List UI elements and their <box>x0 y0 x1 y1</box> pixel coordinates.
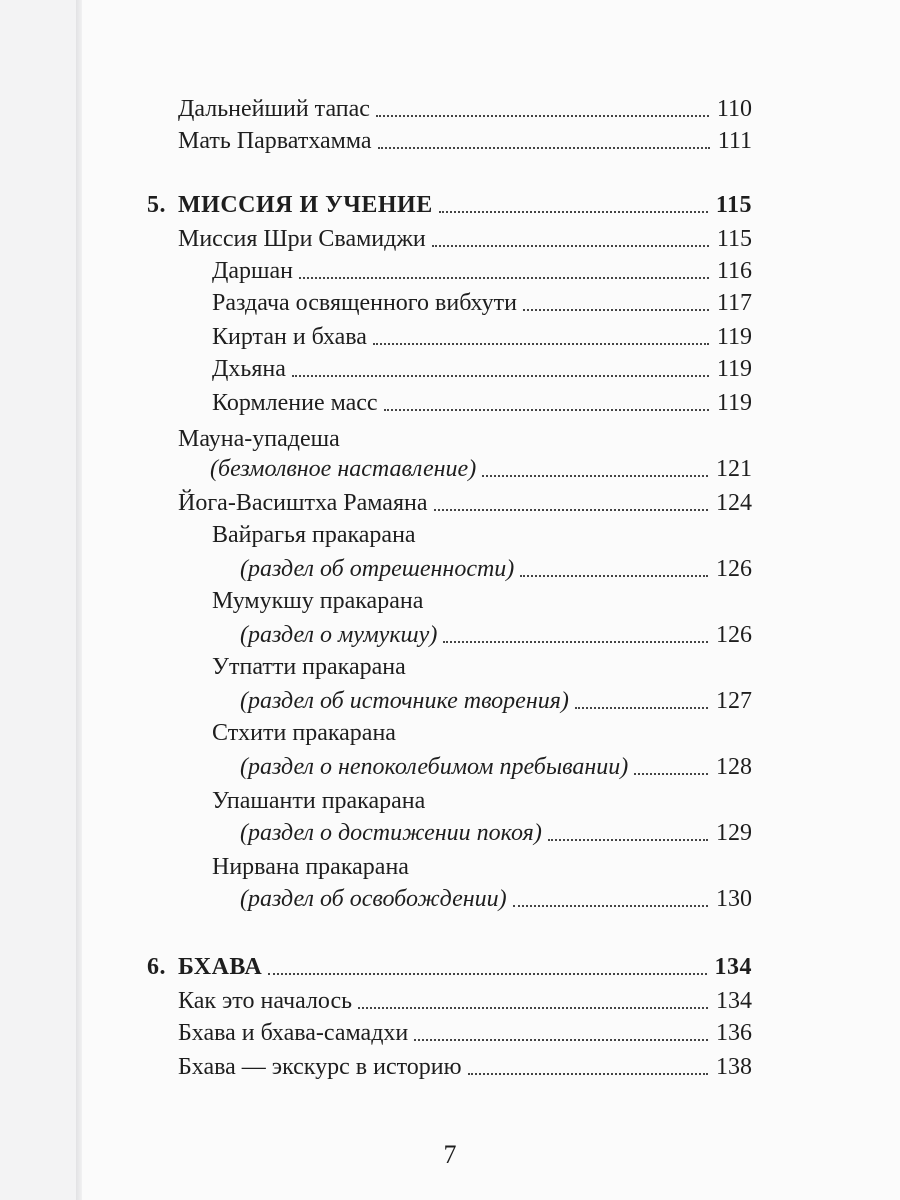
toc-entry-title: Упашанти пракарана <box>212 788 426 814</box>
toc-entry <box>178 120 752 156</box>
toc-entry <box>178 88 752 124</box>
toc-entry-page: 138 <box>716 1054 752 1080</box>
toc-entry-page: 119 <box>716 324 752 350</box>
dot-leader <box>439 210 708 213</box>
dot-leader <box>513 904 708 907</box>
toc-entry-page: 134 <box>714 954 752 980</box>
toc-entry-title: Бхава — экскурс в историю <box>178 1054 462 1080</box>
toc-entry <box>178 482 752 518</box>
page-number: 7 <box>443 1140 457 1169</box>
dot-leader <box>520 574 708 577</box>
toc-entry-page: 116 <box>716 258 752 284</box>
toc-entry-page: 128 <box>716 754 752 780</box>
toc-entry-subtitle <box>240 614 752 650</box>
dot-leader <box>482 474 708 477</box>
toc-entry-subtitle <box>240 680 752 716</box>
toc-entry-page: 115 <box>716 226 752 252</box>
toc-entry-title: Даршан <box>212 258 293 284</box>
dot-leader <box>376 114 709 117</box>
toc-entry <box>212 282 752 318</box>
toc-entry <box>212 250 752 286</box>
dot-leader <box>268 972 706 975</box>
toc-entry-title: Как это началось <box>178 988 353 1014</box>
toc-entry-page: 119 <box>716 390 752 416</box>
toc-entry-subtitle <box>240 812 752 848</box>
toc-entry-subtitle <box>240 548 752 584</box>
toc-entry-title: (безмолвное наставление) <box>210 456 477 482</box>
dot-leader <box>434 508 709 511</box>
toc-entry <box>178 1012 752 1048</box>
dot-leader <box>292 374 709 377</box>
toc-entry-title: Раздача освященного вибхути <box>212 290 517 316</box>
dot-leader <box>468 1072 708 1075</box>
chapter-title: МИССИЯ И УЧЕНИЕ <box>178 192 433 218</box>
toc-entry <box>178 980 752 1016</box>
dot-leader <box>358 1006 708 1009</box>
toc-chapter <box>147 184 752 220</box>
toc-entry-title: Йога-Васиштха Рамаяна <box>178 490 428 516</box>
dot-leader <box>443 640 708 643</box>
toc-entry <box>212 348 752 384</box>
toc-entry-title: Бхава и бхава-самадхи <box>178 1020 409 1046</box>
toc-entry-title: (раздел об отрешенности) <box>240 556 515 582</box>
toc-entry-heading <box>212 712 396 748</box>
dot-leader <box>373 342 709 345</box>
toc-entry-title: Миссия Шри Свамиджи <box>178 226 426 252</box>
toc-entry-page: 115 <box>715 192 752 218</box>
toc-entry-page: 126 <box>716 622 752 648</box>
toc-entry-page: 126 <box>716 556 752 582</box>
chapter-number: 5. <box>147 192 166 218</box>
dot-leader <box>414 1038 708 1041</box>
toc-entry-page: 110 <box>716 96 752 122</box>
toc-entry-page: 117 <box>716 290 752 316</box>
toc-entry-page: 111 <box>717 128 752 154</box>
toc-entry-page: 130 <box>716 886 752 912</box>
toc-entry-heading <box>212 580 423 616</box>
toc-entry-title: (раздел об источнике творения) <box>240 688 569 714</box>
toc-entry-page: 124 <box>716 490 752 516</box>
toc-chapter <box>147 946 752 982</box>
toc-entry-heading <box>212 646 406 682</box>
dot-leader <box>575 706 708 709</box>
dot-leader <box>634 772 708 775</box>
dot-leader <box>548 838 708 841</box>
toc-entry-page: 119 <box>716 356 752 382</box>
toc-entry-title: Кормление масс <box>212 390 378 416</box>
toc-entry-page: 121 <box>716 456 752 482</box>
toc-entry-subtitle <box>210 448 752 484</box>
toc-entry-title: (раздел о достижении покоя) <box>240 820 542 846</box>
toc-entry-title: Мумукшу пракарана <box>212 588 424 614</box>
toc-entry <box>212 382 752 418</box>
toc-entry-heading <box>212 846 409 882</box>
toc-entry-subtitle <box>240 878 752 914</box>
toc-entry-page: 134 <box>716 988 752 1014</box>
toc-entry-title: Стхити пракарана <box>212 720 396 746</box>
toc-entry <box>178 218 752 254</box>
toc-entry-page: 136 <box>716 1020 752 1046</box>
toc-entry-title: Мать Парватхамма <box>178 128 372 154</box>
toc-entry-heading <box>212 780 425 816</box>
toc-entry-title: Вайрагья пракарана <box>212 522 416 548</box>
dot-leader <box>523 308 709 311</box>
toc-entry-title: Дхьяна <box>212 356 286 382</box>
toc-entry-page: 129 <box>716 820 752 846</box>
chapter-number: 6. <box>147 954 166 980</box>
toc-entry-page: 127 <box>716 688 752 714</box>
toc-entry <box>178 1046 752 1082</box>
toc-entry-title: Дальнейший тапас <box>178 96 370 122</box>
toc-entry-title: Утпатти пракарана <box>212 654 406 680</box>
dot-leader <box>378 146 710 149</box>
toc-entry-title: (раздел об освобождении) <box>240 886 507 912</box>
toc-entry-subtitle <box>240 746 752 782</box>
toc-entry-heading <box>212 514 416 550</box>
dot-leader <box>432 244 709 247</box>
dot-leader <box>384 408 709 411</box>
toc-entry-title: Мауна-упадеша <box>178 426 340 452</box>
chapter-title: БХАВА <box>178 954 263 980</box>
toc-entry <box>212 316 752 352</box>
dot-leader <box>299 276 709 279</box>
toc-entry-title: (раздел о непоколебимом пребывании) <box>240 754 629 780</box>
toc-entry-title: (раздел о мумукшу) <box>240 622 438 648</box>
toc-entry-title: Нирвана пракарана <box>212 854 409 880</box>
toc-entry-title: Киртан и бхава <box>212 324 367 350</box>
